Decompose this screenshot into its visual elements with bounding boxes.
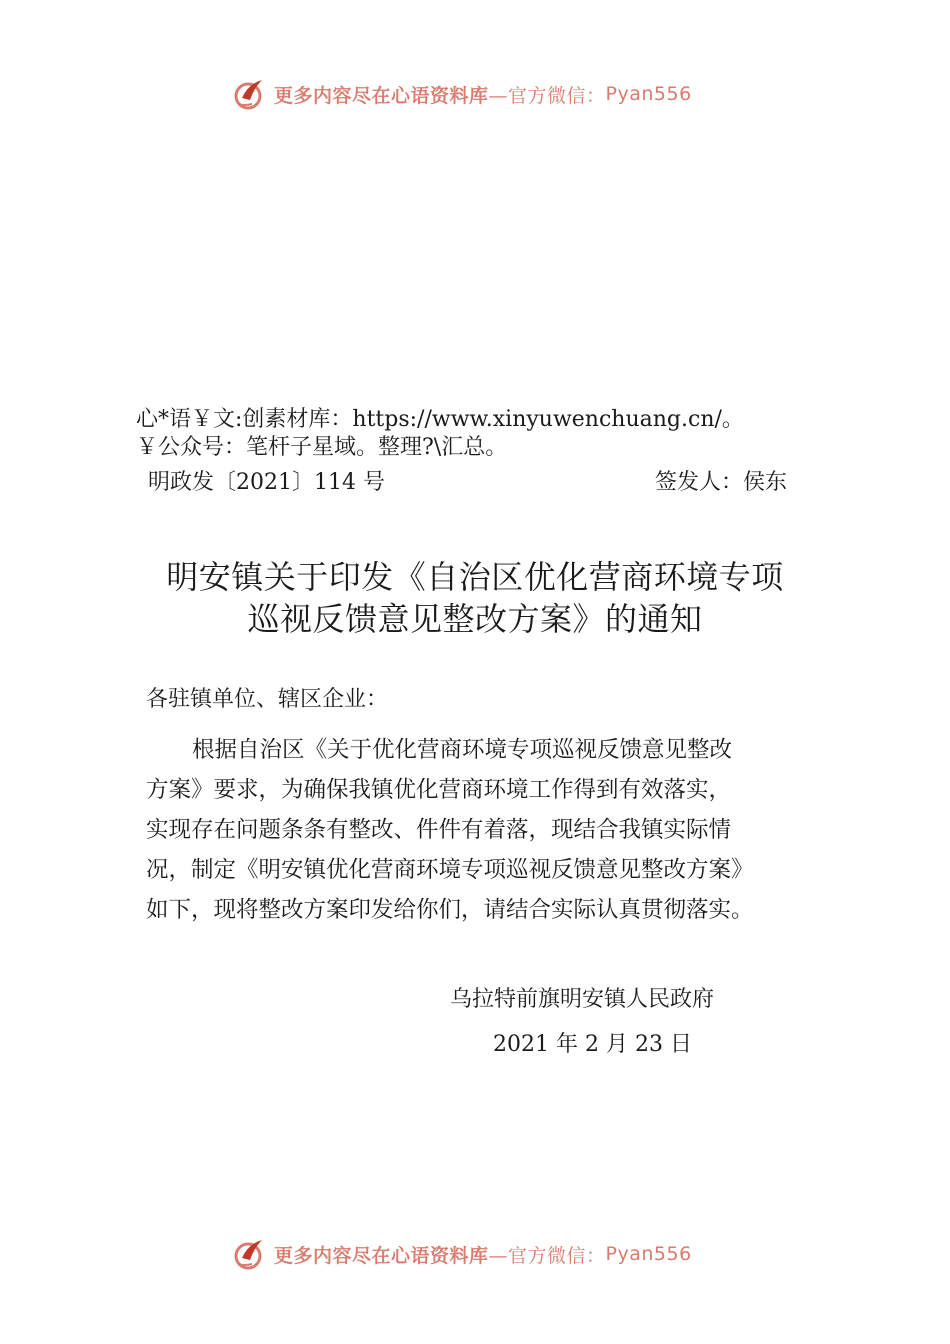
source-line-1: 心*语￥文:创素材库：https://www.xinyuwenchuang.cn/。 (136, 407, 744, 432)
watermark-main-text: 更多内容尽在心语资料库 (274, 1244, 489, 1267)
brush-logo-icon (232, 76, 268, 112)
issue-date: 2021 年 2 月 23 日 (493, 1032, 692, 1057)
footer-watermark (232, 1234, 692, 1274)
issuer-name: 乌拉特前旗明安镇人民政府 (450, 987, 715, 1012)
body-line: 如下，现将整改方案印发给你们，请结合实际认真贯彻落实。 (146, 897, 754, 923)
document-title-line-2: 巡视反馈意见整改方案》的通知 (247, 600, 703, 638)
body-line: 方案》要求，为确保我镇优化营商环境工作得到有效落实， (146, 777, 732, 803)
body-line: 况，制定《明安镇优化营商环境专项巡视反馈意见整改方案》 (146, 857, 754, 883)
watermark-wechat-id: Pyan556 (605, 83, 692, 105)
watermark-wechat-id: Pyan556 (605, 1243, 692, 1265)
document-number: 明政发〔2021〕114 号 (148, 470, 385, 495)
watermark-main-text: 更多内容尽在心语资料库 (274, 84, 489, 107)
source-line-2: ￥公众号：笔杆子星域。整理?\汇总。 (136, 435, 508, 460)
signer: 签发人：侯东 (655, 470, 788, 495)
body-paragraph (146, 730, 810, 930)
salutation: 各驻镇单位、辖区企业： (146, 687, 389, 712)
brush-logo-icon (232, 1236, 268, 1272)
watermark-rest-text: —官方微信： (488, 84, 606, 107)
document-title-line-1: 明安镇关于印发《自治区优化营商环境专项 (166, 558, 784, 596)
body-line: 实现存在问题条条有整改、件件有着落，现结合我镇实际情 (146, 817, 732, 843)
watermark-rest-text: —官方微信： (488, 1244, 606, 1267)
body-line: 根据自治区《关于优化营商环境专项巡视反馈意见整改 (192, 737, 733, 763)
header-watermark (232, 74, 692, 114)
